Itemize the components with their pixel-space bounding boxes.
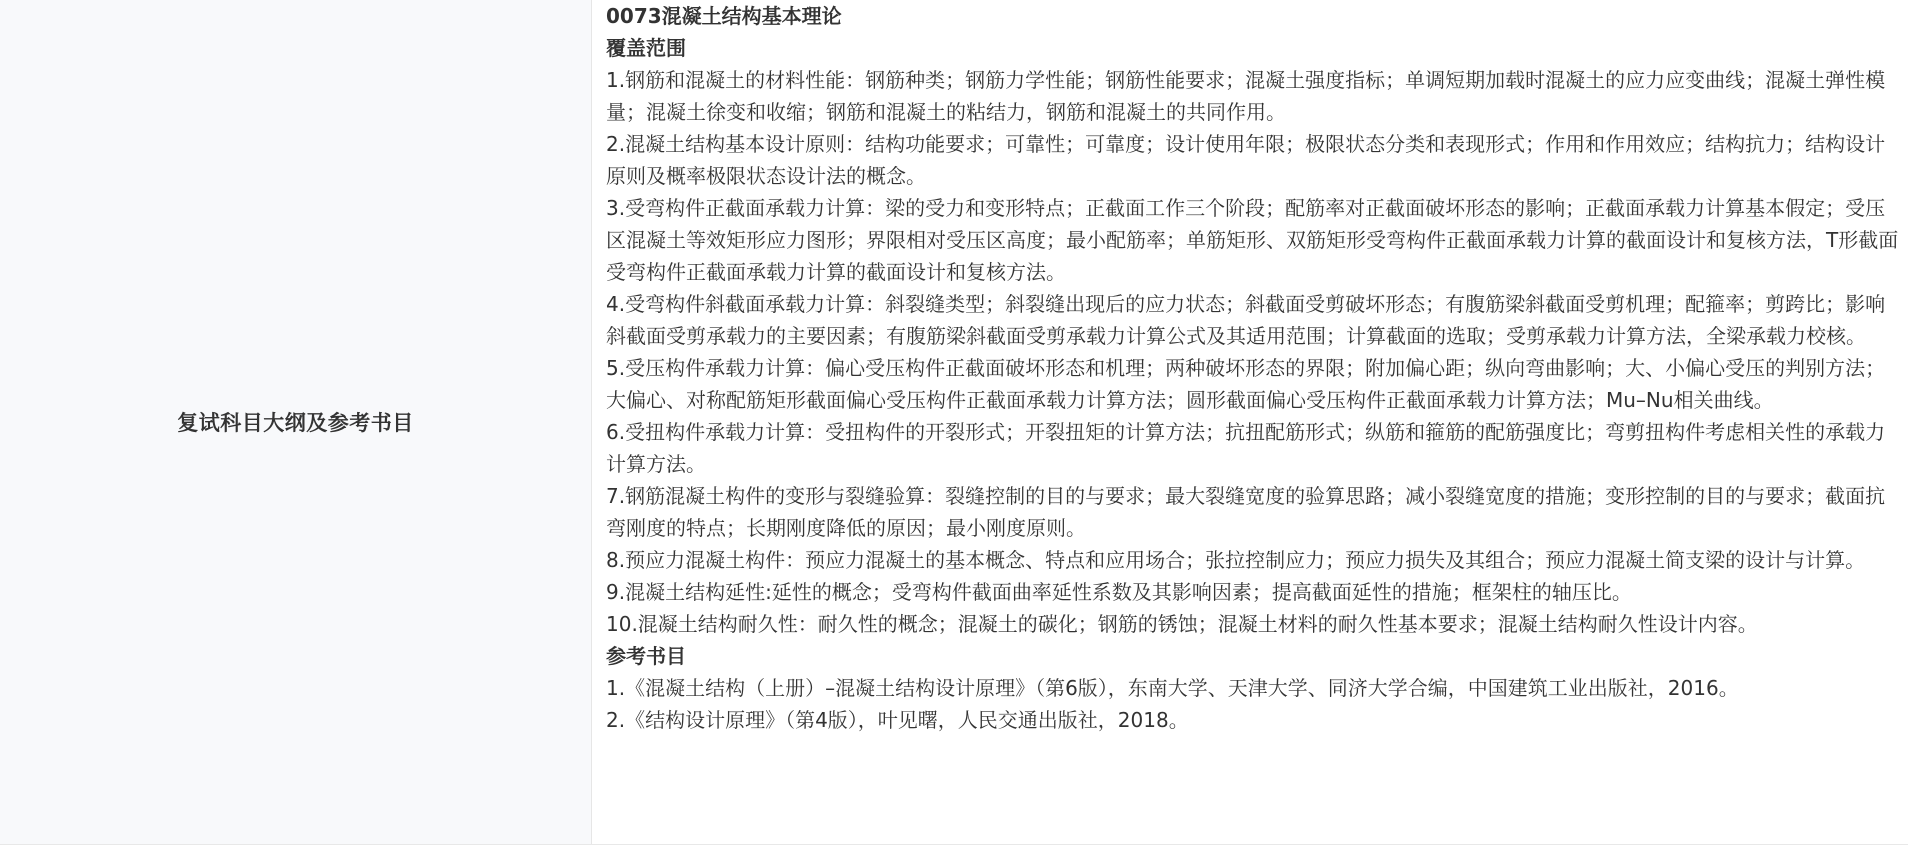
coverage-heading: 覆盖范围 [606, 36, 686, 60]
coverage-item: 10.混凝土结构耐久性：耐久性的概念；混凝土的碳化；钢筋的锈蚀；混凝土材料的耐久性基本要求；混凝土结构耐久性设计内容。 [606, 612, 1758, 636]
coverage-item: 9.混凝土结构延性:延性的概念；受弯构件截面曲率延性系数及其影响因素；提高截面延性的措施；框架柱的轴压比。 [606, 580, 1632, 604]
coverage-item: 5.受压构件承载力计算：偏心受压构件正截面破坏形态和机理；两种破坏形态的界限；附加偏心距；纵向弯曲影响；大、小偏心受压的判别方法；大偏心、对称配筋矩形截面偏心受压构件正截面承载力计算方法；圆形截面偏心受压构件正截面承载力计算方法；Mu–Nu相关曲线。 [606, 356, 1886, 412]
references-heading: 参考书目 [606, 644, 686, 668]
coverage-item: 6.受扭构件承载力计算：受扭构件的开裂形式；开裂扭矩的计算方法；抗扭配筋形式；纵筋和箍筋的配筋强度比；弯剪扭构件考虑相关性的承载力计算方法。 [606, 420, 1886, 476]
content-cell [592, 0, 1908, 844]
reference-item: 2.《结构设计原理》（第4版），叶见曙，人民交通出版社，2018。 [606, 708, 1189, 732]
coverage-item: 2.混凝土结构基本设计原则：结构功能要求；可靠性；可靠度；设计使用年限；极限状态分类和表现形式；作用和作用效应；结构抗力；结构设计原则及概率极限状态设计法的概念。 [606, 132, 1886, 188]
coverage-item: 3.受弯构件正截面承载力计算：梁的受力和变形特点；正截面工作三个阶段；配筋率对正截面破坏形态的影响；正截面承载力计算基本假定；受压区混凝土等效矩形应力图形；界限相对受压区高度；最小配筋率；单筋矩形、双筋矩形受弯构件正截面承载力计算的截面设计和复核方法，T形截面受弯构件正截面承载力计算的截面设计和复核方法。 [606, 196, 1899, 284]
course-title: 0073混凝土结构基本理论 [606, 4, 842, 28]
coverage-item: 1.钢筋和混凝土的材料性能：钢筋种类；钢筋力学性能；钢筋性能要求；混凝土强度指标；单调短期加载时混凝土的应力应变曲线；混凝土弹性模量；混凝土徐变和收缩；钢筋和混凝土的粘结力，钢筋和混凝土的共同作用。 [606, 68, 1886, 124]
coverage-item: 4.受弯构件斜截面承载力计算：斜裂缝类型；斜裂缝出现后的应力状态；斜截面受剪破坏形态；有腹筋梁斜截面受剪机理；配箍率；剪跨比；影响斜截面受剪承载力的主要因素；有腹筋梁斜截面受剪承载力计算公式及其适用范围；计算截面的选取；受剪承载力计算方法，全梁承载力校核。 [606, 292, 1886, 348]
label-cell [0, 0, 592, 844]
coverage-item: 7.钢筋混凝土构件的变形与裂缝验算：裂缝控制的目的与要求；最大裂缝宽度的验算思路；减小裂缝宽度的措施；变形控制的目的与要求；截面抗弯刚度的特点；长期刚度降低的原因；最小刚度原则。 [606, 484, 1886, 540]
row-label: 复试科目大纲及参考书目 [177, 411, 414, 435]
reference-item: 1.《混凝土结构（上册）–混凝土结构设计原理》（第6版），东南大学、天津大学、同济大学合编，中国建筑工业出版社，2016。 [606, 676, 1739, 700]
coverage-item: 8.预应力混凝土构件：预应力混凝土的基本概念、特点和应用场合；张拉控制应力；预应力损失及其组合；预应力混凝土简支梁的设计与计算。 [606, 548, 1866, 572]
